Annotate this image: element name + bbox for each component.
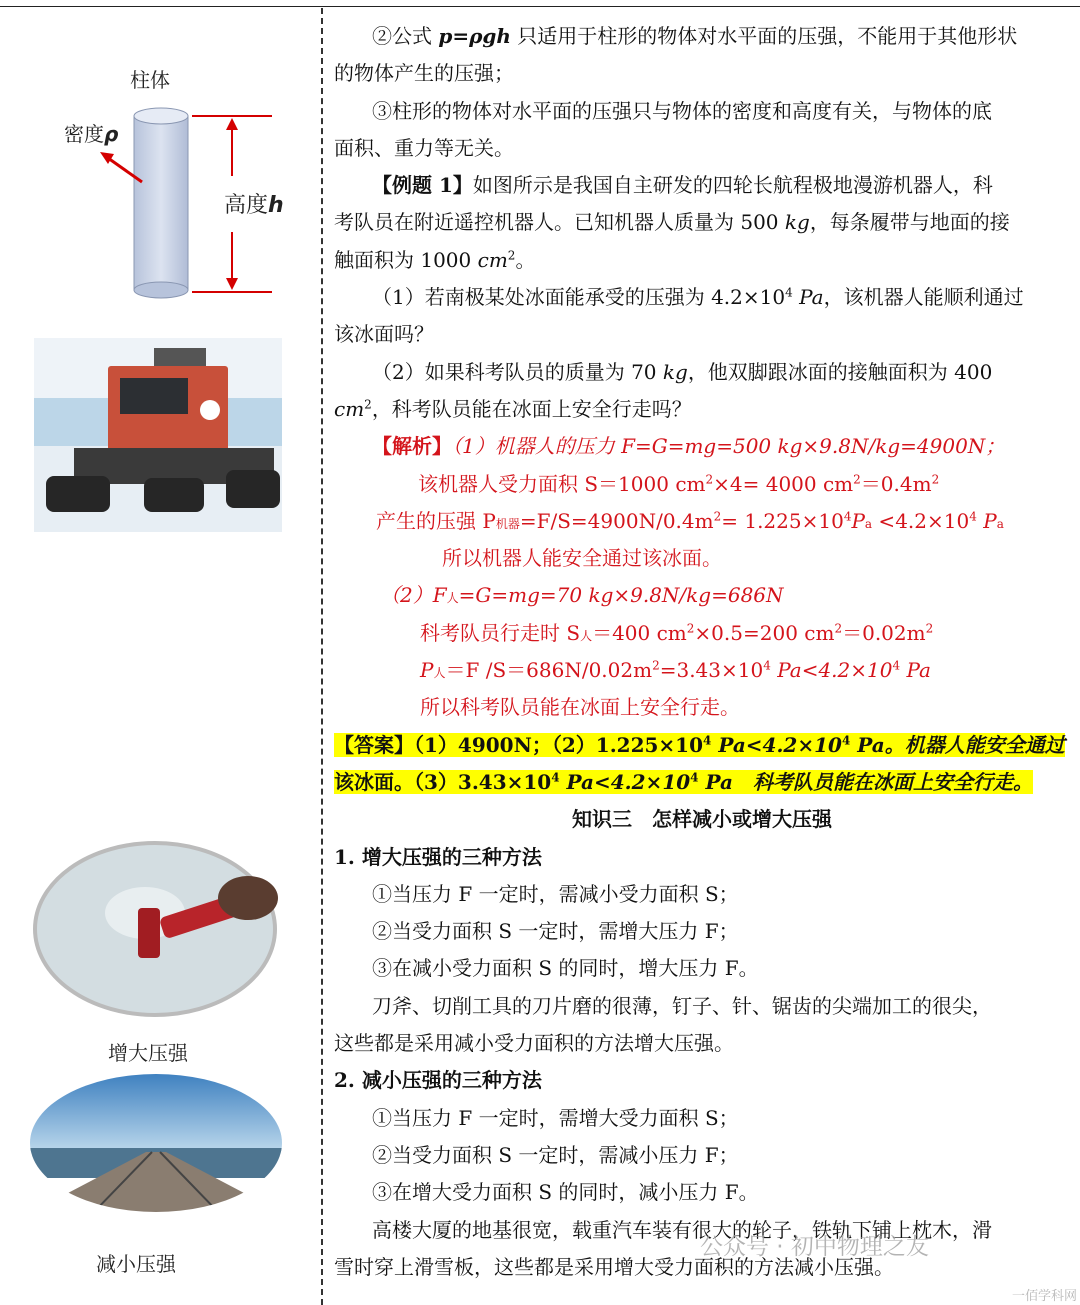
rail-sky bbox=[28, 1072, 284, 1152]
increase-method-2: ②当受力面积 S 一定时，需增大压力 F； bbox=[372, 919, 739, 944]
question1-line2: 该冰面吗？ bbox=[334, 322, 434, 347]
analysis-line2: 该机器人受力面积 S＝1000 $cm^2\times 4= 4000$ $cm^2=0.4m^2$ bbox=[418, 471, 940, 496]
railway-photo bbox=[28, 1072, 284, 1214]
decrease-method-2: ②当受力面积 S 一定时，需减小压力 F； bbox=[372, 1142, 739, 1167]
question2-line2: $cm^2$，科考队员能在冰面上安全行走吗？ bbox=[334, 396, 692, 421]
cylinder-caption: 柱体 bbox=[130, 68, 170, 92]
question2-line1: （2）如果科考队员的质量为 70 kg，他双脚跟冰面的接触面积为 400 bbox=[372, 359, 993, 384]
arrowhead-up-icon bbox=[226, 118, 238, 130]
answer-line2: 该冰面。$(3)3.43\times 10^4$ $Pa<4.2\times 10^4$ Pa 科考队员能在冰面上安全行走。 bbox=[334, 769, 1033, 794]
decrease-caption: 减小压强 bbox=[96, 1252, 176, 1276]
note2-line2: 的物体产生的压强； bbox=[334, 61, 514, 86]
decrease-example-2: 雪时穿上滑雪板，这些都是采用增大受力面积的方法减小压强。 bbox=[334, 1254, 894, 1279]
increase-caption: 增大压强 bbox=[108, 1041, 188, 1065]
top-rule bbox=[0, 6, 1080, 7]
decrease-title: 2. 减小压强的三种方法 bbox=[334, 1068, 542, 1093]
decrease-example-1: 高楼大厦的地基很宽，载重汽车装有很大的轮子，铁轨下铺上枕木，滑 bbox=[372, 1217, 992, 1242]
cylinder-top bbox=[134, 108, 188, 124]
section-title: 知识三 怎样减小或增大压强 bbox=[572, 807, 832, 832]
example-line3: 触面积为 1000 $cm^2$。 bbox=[334, 247, 536, 272]
note3-line1: ③柱形的物体对水平面的压强只与物体的密度和高度有关，与物体的底 bbox=[372, 98, 992, 123]
cylinder-body bbox=[134, 116, 188, 290]
polar-robot-photo bbox=[34, 338, 282, 532]
track-left bbox=[46, 476, 110, 512]
increase-method-1: ①当压力 F 一定时，需减小受力面积 S； bbox=[372, 881, 739, 906]
height-label: 高度h bbox=[224, 193, 284, 218]
analysis-line5: （2）F人=G=mg=70 kg×9.8N/kg=686N bbox=[380, 583, 784, 608]
sidebar bbox=[0, 8, 320, 1305]
track-right bbox=[226, 470, 280, 508]
hammer-head bbox=[138, 908, 160, 958]
analysis-line1: 【解析】（1）机器人的压力 F=G=mg=500 kg×9.8N/kg=4900N； bbox=[372, 434, 1006, 459]
note2-line1: ②公式 p=ρgh 只适用于柱形的物体对水平面的压强，不能用于其他形状 bbox=[372, 24, 1018, 48]
site-watermark: 一佰学科网 bbox=[1012, 1289, 1078, 1304]
glass-hammer-photo bbox=[30, 838, 280, 1020]
cylinder-bottom bbox=[134, 282, 188, 298]
density-label: 密度ρ bbox=[64, 122, 119, 146]
wechat-watermark: 公众号 · 初中物理之友 bbox=[700, 1234, 929, 1260]
increase-method-3: ③在减小受力面积 S 的同时，增大压力 F。 bbox=[372, 956, 759, 981]
column-divider bbox=[321, 8, 323, 1305]
analysis-line7: P人＝F $/S=686N/0.02m^2=3.43\times 10^4$ $Pa<4.2\times 10^4$ Pa bbox=[420, 658, 931, 683]
robot-mast bbox=[154, 348, 206, 366]
analysis-line6: 科考队员行走时 S人＝400 $cm^2\times 0.5=200$ $cm^2=0.02m^2$ bbox=[420, 620, 934, 645]
robot-logo-icon bbox=[200, 400, 220, 420]
answer-line1: 【答案】（1）4900N；$(2)1.225\times 10^4$ $Pa<4.2\times 10^4$ Pa。机器人能安全通过 bbox=[334, 732, 1065, 757]
increase-example-1: 刀斧、切削工具的刀片磨的很薄，钉子、针、锯齿的尖端加工的很尖， bbox=[372, 993, 992, 1018]
decrease-method-1: ①当压力 F 一定时，需增大受力面积 S； bbox=[372, 1105, 739, 1130]
example-line1: 【例题 1】如图所示是我国自主研发的四轮长航程极地漫游机器人，科 bbox=[372, 173, 993, 198]
analysis-line4: 所以机器人能安全通过该冰面。 bbox=[442, 546, 722, 571]
example-line2: 考队员在附近遥控机器人。已知机器人质量为 500 kg，每条履带与地面的接 bbox=[334, 210, 1010, 235]
track-mid bbox=[144, 478, 204, 512]
increase-title: 1. 增大压强的三种方法 bbox=[334, 844, 542, 869]
note3-line2: 面积、重力等无关。 bbox=[334, 135, 514, 160]
analysis-line3: 产生的压强 P机器$=F/S=4900N/0.4m^2= 1.225\times 10^4Pa <4.2\times 10^4$ Pa bbox=[376, 508, 1004, 533]
arrowhead-down-icon bbox=[226, 278, 238, 290]
question1-line1: （1）若南极某处冰面能承受的压强为 $4.2\times 10^4$ Pa，该机器人能顺利通过 bbox=[372, 285, 1024, 310]
decrease-method-3: ③在增大受力面积 S 的同时，减小压力 F。 bbox=[372, 1180, 759, 1205]
hand bbox=[218, 876, 278, 920]
analysis-line8: 所以科考队员能在冰面上安全行走。 bbox=[420, 695, 740, 720]
increase-example-2: 这些都是采用减小受力面积的方法增大压强。 bbox=[334, 1031, 734, 1056]
robot-window bbox=[120, 378, 188, 414]
main-text bbox=[334, 18, 1070, 1286]
